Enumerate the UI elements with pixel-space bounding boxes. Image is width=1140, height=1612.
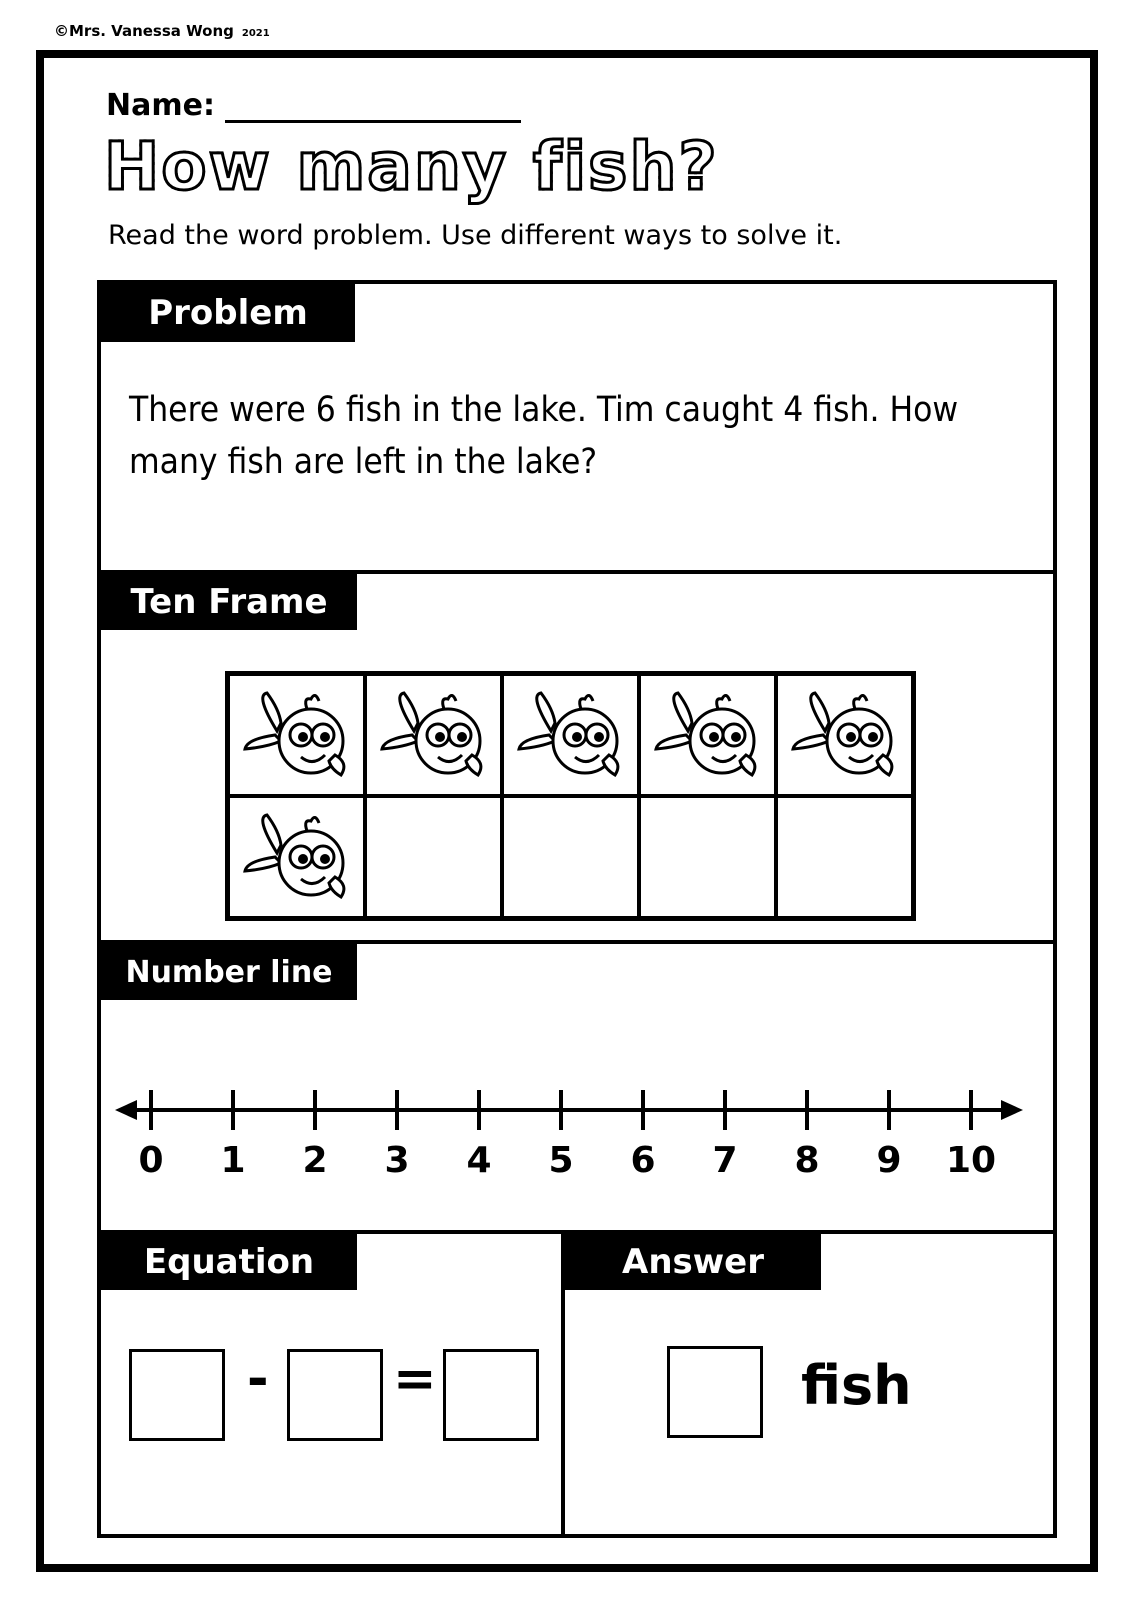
- ten-frame-cell-fish: [502, 674, 639, 796]
- answer-unit: fish: [801, 1354, 912, 1417]
- number-line-label: 2: [302, 1140, 328, 1181]
- fish-icon: [511, 683, 631, 787]
- number-line-label: 7: [712, 1140, 738, 1181]
- fish-icon: [237, 805, 357, 909]
- number-line: [101, 944, 1053, 1234]
- number-line-section: [101, 944, 1053, 1234]
- number-line-label: 5: [548, 1140, 574, 1181]
- name-input-line[interactable]: [225, 90, 521, 123]
- number-line-header: Number line: [101, 944, 357, 1000]
- ten-frame-header: Ten Frame: [101, 574, 357, 630]
- number-line-label: 4: [466, 1140, 492, 1181]
- number-line-label: 6: [630, 1140, 656, 1181]
- number-line-label: 0: [138, 1140, 164, 1181]
- ten-frame-cell-empty: [776, 796, 913, 918]
- copyright: [54, 22, 270, 40]
- copyright-text: ©Mrs. Vanessa Wong: [54, 22, 234, 40]
- ten-frame-cell-empty: [639, 796, 776, 918]
- equation-box-3[interactable]: [443, 1349, 539, 1441]
- minus-sign: -: [247, 1349, 269, 1409]
- left-arrow-icon: [115, 1100, 137, 1120]
- copyright-year: 2021: [241, 28, 270, 39]
- answer-box[interactable]: [667, 1346, 763, 1438]
- fish-icon: [648, 683, 768, 787]
- answer-header: Answer: [565, 1234, 821, 1290]
- problem-section: [101, 284, 1053, 574]
- number-line-label: 8: [794, 1140, 820, 1181]
- ten-frame-cell-empty: [365, 796, 502, 918]
- ten-frame-cell-fish: [639, 674, 776, 796]
- ten-frame-grid: [225, 671, 916, 921]
- fish-icon: [374, 683, 494, 787]
- equals-sign: =: [393, 1349, 437, 1409]
- problem-header: Problem: [101, 284, 355, 342]
- right-arrow-icon: [1001, 1100, 1023, 1120]
- name-row: [106, 88, 521, 123]
- ten-frame-cell-fish: [365, 674, 502, 796]
- worksheet: [97, 280, 1057, 1538]
- ten-frame-cell-fish: [228, 674, 365, 796]
- number-line-label: 1: [220, 1140, 246, 1181]
- name-label: Name:: [106, 88, 215, 123]
- equation-box-1[interactable]: [129, 1349, 225, 1441]
- equation-header: Equation: [101, 1234, 357, 1290]
- number-line-label: 9: [876, 1140, 902, 1181]
- number-line-label: 3: [384, 1140, 410, 1181]
- ten-frame-section: [101, 574, 1053, 944]
- equation-box-2[interactable]: [287, 1349, 383, 1441]
- problem-text: There were 6 fish in the lake. Tim caught 4 fish. How many fish are left in the lake?: [129, 390, 959, 482]
- ten-frame-cell-empty: [502, 796, 639, 918]
- ten-frame-cell-fish: [228, 796, 365, 918]
- equation-answer-section: [101, 1234, 1053, 1538]
- fish-icon: [237, 683, 357, 787]
- ten-frame-cell-fish: [776, 674, 913, 796]
- number-line-label: 10: [945, 1140, 997, 1181]
- fish-icon: [785, 683, 905, 787]
- instructions: Read the word problem. Use different ways to solve it.: [108, 220, 843, 251]
- page-title: How many fish?: [104, 128, 719, 205]
